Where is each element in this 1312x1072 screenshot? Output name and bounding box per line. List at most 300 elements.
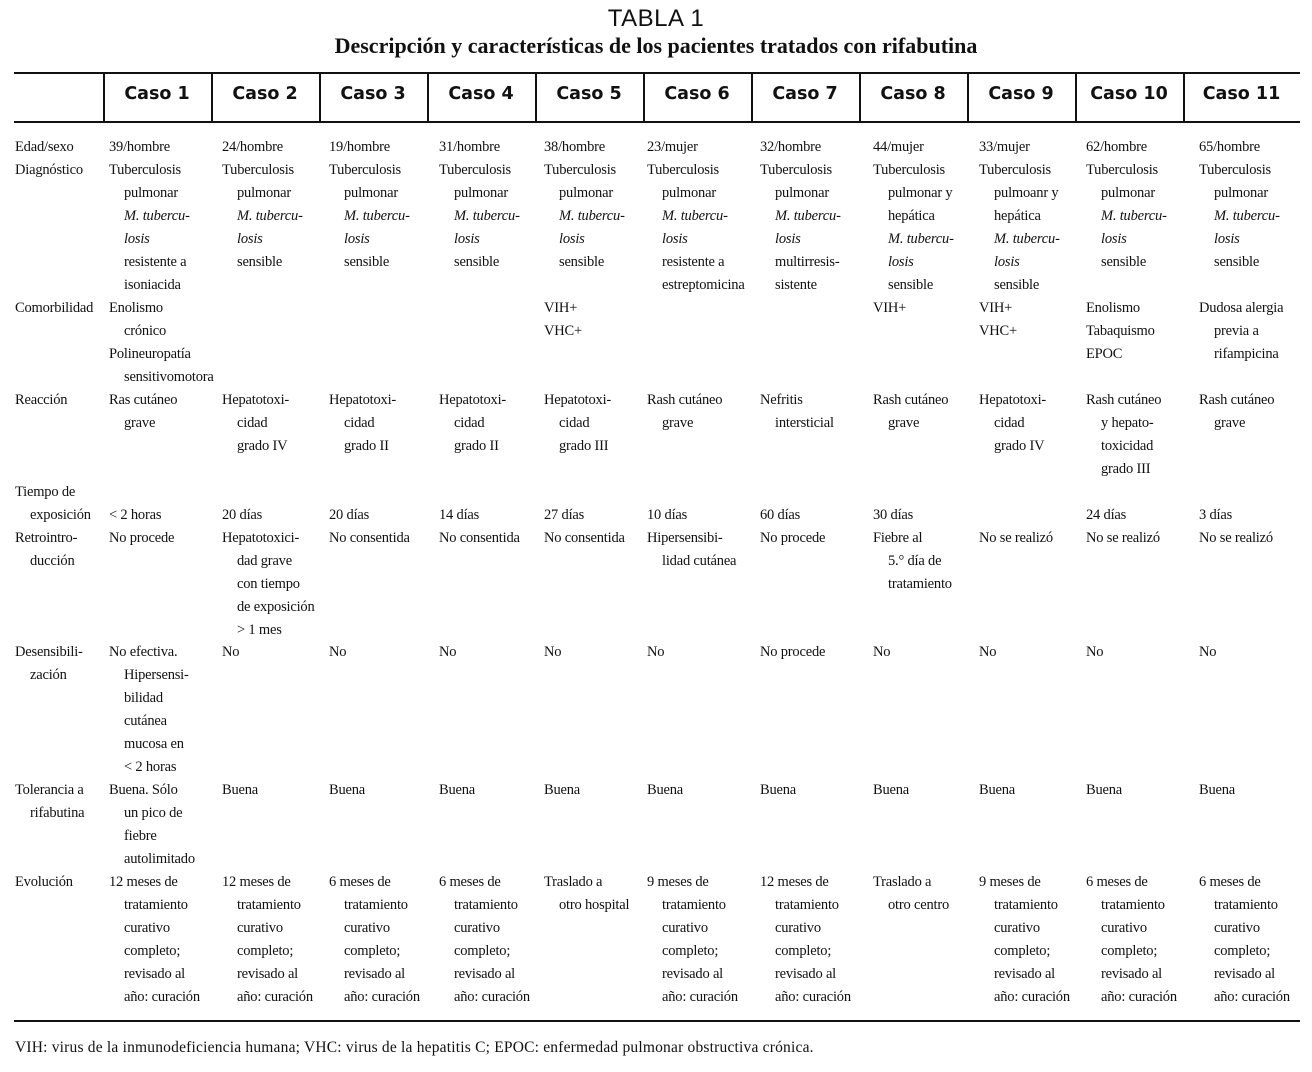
cell-line: losis: [559, 231, 585, 247]
cell-line: revisado al: [994, 966, 1056, 982]
cell-line: 33/mujer: [979, 139, 1030, 155]
table-cell: [439, 136, 544, 274]
cell-line: M. tubercu-: [344, 208, 410, 224]
cell-line: año: curación: [662, 989, 738, 1005]
cell-line: losis: [775, 231, 801, 247]
cell-line: M. tubercu-: [888, 231, 954, 247]
cell-line: < 2 horas: [109, 507, 162, 523]
table-cell: [329, 481, 439, 550]
cell-line: pulmonar: [662, 185, 716, 201]
cell-line: M. tubercu-: [1214, 208, 1280, 224]
cell-line: curativo: [994, 920, 1040, 936]
row-label: [15, 297, 109, 320]
cell-line: No se realizó: [979, 530, 1053, 546]
cell-line: pulmonar: [344, 185, 398, 201]
table-cell: [873, 871, 979, 917]
cell-line: revisado al: [662, 966, 724, 982]
cell-line: grado IV: [994, 438, 1045, 454]
cell-line: [1199, 481, 1304, 504]
cell-line: Tuberculosis: [979, 162, 1051, 178]
row-label: [15, 641, 109, 687]
cell-line: Evolución: [15, 874, 73, 890]
table-cell: [222, 779, 329, 802]
cell-line: Tiempo de: [15, 484, 76, 500]
cell-line: 3 días: [1199, 507, 1233, 523]
cell-line: completo;: [1101, 943, 1158, 959]
cell-line: cidad: [344, 415, 375, 431]
cell-line: crónico: [124, 323, 167, 339]
cell-line: Tuberculosis: [873, 162, 945, 178]
table-cell: [439, 779, 544, 802]
bottom-rule: [14, 1020, 1300, 1022]
cell-line: No procede: [760, 644, 826, 660]
cell-line: completo;: [994, 943, 1051, 959]
cell-line: Polineuropatía: [109, 346, 191, 362]
cell-line: completo;: [1214, 943, 1271, 959]
cell-line: pulmonar: [454, 185, 508, 201]
cell-line: VHC+: [979, 323, 1017, 339]
cell-line: Enolismo: [1086, 300, 1140, 316]
cell-line: tratamiento: [454, 897, 518, 913]
table-cell: [760, 389, 873, 435]
cell-line: M. tubercu-: [1101, 208, 1167, 224]
table-cell: [979, 641, 1086, 664]
cell-line: Tuberculosis: [329, 162, 401, 178]
cell-line: con tiempo: [237, 576, 300, 592]
cell-line: losis: [1101, 231, 1127, 247]
table-cell: [544, 481, 647, 550]
cell-line: No procede: [109, 530, 175, 546]
cell-line: [439, 481, 544, 504]
cell-line: No consentida: [544, 530, 625, 546]
column-header: Caso 1: [124, 84, 190, 104]
cell-line: M. tubercu-: [662, 208, 728, 224]
cell-line: No procede: [760, 530, 826, 546]
cell-line: 44/mujer: [873, 139, 924, 155]
row-label: [15, 389, 109, 412]
cell-line: sensible: [1214, 254, 1260, 270]
cell-line: hepática: [888, 208, 935, 224]
cell-line: 38/hombre: [544, 139, 606, 155]
cell-line: 20 días: [329, 507, 370, 523]
cell-line: losis: [124, 231, 150, 247]
cell-line: pulmonar: [1101, 185, 1155, 201]
cell-line: completo;: [775, 943, 832, 959]
cell-line: tratamiento: [344, 897, 408, 913]
cell-line: isoniacida: [124, 277, 181, 293]
table-cell: [109, 389, 222, 435]
table-cell: [979, 136, 1086, 297]
column-header: Caso 6: [664, 84, 730, 104]
cell-line: losis: [454, 231, 480, 247]
cell-line: 12 meses de: [760, 874, 829, 890]
table-cell: [873, 641, 979, 664]
cell-line: Hepatotoxi-: [329, 392, 397, 408]
cell-line: Hepatotoxici-: [222, 530, 300, 546]
cell-line: año: curación: [237, 989, 313, 1005]
table-cell: [109, 779, 222, 871]
table-footnote: VIH: virus de la inmunodeficiencia humana; VHC: virus de la hepatitis C; EPOC: enfermedad pulmonar obstructiva crónica.: [15, 1039, 814, 1056]
table-cell: [544, 389, 647, 458]
cell-line: autolimitado: [124, 851, 195, 867]
cell-line: M. tubercu-: [237, 208, 303, 224]
table-cell: [222, 389, 329, 458]
cell-line: Rash cutáneo: [873, 392, 949, 408]
cell-line: curativo: [662, 920, 708, 936]
cell-line: 65/hombre: [1199, 139, 1261, 155]
cell-line: cidad: [994, 415, 1025, 431]
table-cell: [439, 871, 544, 1009]
cell-line: completo;: [124, 943, 181, 959]
cell-line: tratamiento: [662, 897, 726, 913]
table-cell: [329, 779, 439, 802]
cell-line: grave: [662, 415, 694, 431]
cell-line: resistente a: [124, 254, 187, 270]
table-cell: [329, 389, 439, 458]
cell-line: pulmonar: [775, 185, 829, 201]
cell-line: No: [222, 644, 240, 660]
cell-line: año: curación: [454, 989, 530, 1005]
cell-line: [1086, 481, 1199, 504]
cell-line: losis: [994, 254, 1020, 270]
table-cell: [1086, 389, 1199, 481]
cell-line: 9 meses de: [979, 874, 1041, 890]
cell-line: estreptomicina: [662, 277, 745, 293]
cell-line: Buena: [544, 782, 581, 798]
table-cell: [439, 481, 544, 550]
table-cell: [760, 481, 873, 550]
cell-line: curativo: [775, 920, 821, 936]
cell-line: dad grave: [237, 553, 292, 569]
cell-line: 23/mujer: [647, 139, 698, 155]
row-label: [15, 136, 109, 182]
table-cell: [760, 779, 873, 802]
cell-line: revisado al: [1101, 966, 1163, 982]
cell-line: 62/hombre: [1086, 139, 1148, 155]
cell-line: Tuberculosis: [760, 162, 832, 178]
cell-line: bilidad: [124, 690, 163, 706]
cell-line: pulmonar: [124, 185, 178, 201]
table-cell: [439, 389, 544, 458]
column-header: Caso 10: [1090, 84, 1168, 104]
cell-line: exposición: [30, 507, 91, 523]
table-cell: [647, 779, 760, 802]
cell-line: revisado al: [454, 966, 516, 982]
top-rule: [14, 72, 1300, 74]
column-header: Caso 7: [772, 84, 838, 104]
cell-line: M. tubercu-: [994, 231, 1060, 247]
cell-line: No: [439, 644, 457, 660]
cell-line: No: [979, 644, 997, 660]
cell-line: rifabutina: [30, 805, 85, 821]
cell-line: grado II: [344, 438, 389, 454]
cell-line: Edad/sexo: [15, 139, 74, 155]
cell-line: año: curación: [124, 989, 200, 1005]
cell-line: Tuberculosis: [1086, 162, 1158, 178]
table-cell: [647, 871, 760, 1009]
cell-line: Tabaquismo: [1086, 323, 1155, 339]
cell-line: Hepatotoxi-: [979, 392, 1047, 408]
cell-line: 5.° día de: [888, 553, 942, 569]
cell-line: cidad: [237, 415, 268, 431]
cell-line: Hipersensibi-: [647, 530, 723, 546]
cell-line: No: [873, 644, 891, 660]
cell-line: Buena: [979, 782, 1016, 798]
table-cell: [1199, 779, 1304, 802]
cell-line: mucosa en: [124, 736, 184, 752]
cell-line: Fiebre al: [873, 530, 923, 546]
table-cell: [647, 641, 760, 664]
cell-line: un pico de: [124, 805, 183, 821]
cell-line: revisado al: [775, 966, 837, 982]
cell-line: grave: [888, 415, 920, 431]
table-cell: [222, 871, 329, 1009]
cell-line: losis: [888, 254, 914, 270]
cell-line: 20 días: [222, 507, 263, 523]
table-cell: [647, 136, 760, 297]
table-cell: [544, 136, 647, 274]
table-cell: [1199, 871, 1304, 1009]
cell-line: año: curación: [1214, 989, 1290, 1005]
cell-line: Buena: [1199, 782, 1236, 798]
cell-line: No: [1199, 644, 1217, 660]
column-header: Caso 9: [988, 84, 1054, 104]
cell-line: sensible: [559, 254, 605, 270]
table-cell: [979, 389, 1086, 458]
row-label: [15, 871, 109, 894]
cell-line: sensitivomotora: [124, 369, 214, 385]
cell-line: año: curación: [1101, 989, 1177, 1005]
cell-line: [109, 481, 222, 504]
cell-line: tratamiento: [237, 897, 301, 913]
cell-line: < 2 horas: [124, 759, 177, 775]
cell-line: pulmonar: [559, 185, 613, 201]
cell-line: Rash cutáneo: [647, 392, 723, 408]
table-cell: [109, 481, 222, 550]
cell-line: previa a: [1214, 323, 1259, 339]
cell-line: cutánea: [124, 713, 167, 729]
cell-line: Nefritis: [760, 392, 803, 408]
cell-line: pulmonar: [1214, 185, 1268, 201]
table-cell: [544, 641, 647, 664]
cell-line: año: curación: [994, 989, 1070, 1005]
cell-line: tratamiento: [775, 897, 839, 913]
cell-line: lidad cutánea: [662, 553, 737, 569]
cell-line: revisado al: [1214, 966, 1276, 982]
cell-line: Dudosa alergia: [1199, 300, 1284, 316]
cell-line: [979, 504, 1086, 527]
cell-line: losis: [662, 231, 688, 247]
cell-line: sensible: [237, 254, 283, 270]
column-header: Caso 4: [448, 84, 514, 104]
cell-line: sistente: [775, 277, 817, 293]
table-cell: [439, 641, 544, 664]
cell-line: Rash cutáneo: [1086, 392, 1162, 408]
cell-line: 9 meses de: [647, 874, 709, 890]
cell-line: Buena: [873, 782, 910, 798]
cell-line: VIH+: [873, 300, 907, 316]
cell-line: curativo: [237, 920, 283, 936]
column-header: Caso 3: [340, 84, 406, 104]
table-cell: [760, 136, 873, 297]
cell-line: EPOC: [1086, 346, 1123, 362]
cell-line: VHC+: [544, 323, 582, 339]
cell-line: 27 días: [544, 507, 585, 523]
cell-line: M. tubercu-: [124, 208, 190, 224]
cell-line: No se realizó: [1199, 530, 1273, 546]
row-label: [15, 481, 109, 573]
cell-line: curativo: [344, 920, 390, 936]
cell-line: sensible: [344, 254, 390, 270]
cell-line: Buena: [329, 782, 366, 798]
table-cell: [544, 297, 647, 343]
column-header: Caso 2: [232, 84, 298, 104]
table-cell: [222, 136, 329, 274]
cell-line: No: [329, 644, 347, 660]
cell-line: Reacción: [15, 392, 68, 408]
table-cell: [1086, 641, 1199, 664]
table-cell: [222, 641, 329, 664]
table-cell: [109, 871, 222, 1009]
cell-line: tratamiento: [1214, 897, 1278, 913]
cell-line: grave: [124, 415, 156, 431]
cell-line: Ras cutáneo: [109, 392, 178, 408]
column-header: Caso 8: [880, 84, 946, 104]
cell-line: Traslado a: [873, 874, 932, 890]
table-cell: [873, 297, 979, 320]
cell-line: losis: [1214, 231, 1240, 247]
table-cell: [329, 641, 439, 664]
cell-line: Hepatotoxi-: [439, 392, 507, 408]
cell-line: VIH+: [544, 300, 578, 316]
table-cell: [1086, 136, 1199, 274]
table-cell: [109, 641, 222, 779]
table-cell: [1199, 481, 1304, 550]
cell-line: sensible: [1101, 254, 1147, 270]
cell-line: rifampicina: [1214, 346, 1279, 362]
cell-line: [329, 481, 439, 504]
cell-line: Tuberculosis: [439, 162, 511, 178]
cell-line: 32/hombre: [760, 139, 822, 155]
cell-line: Diagnóstico: [15, 162, 83, 178]
table-cell: [544, 779, 647, 802]
cell-line: toxicidad: [1101, 438, 1154, 454]
cell-line: resistente a: [662, 254, 725, 270]
cell-line: losis: [237, 231, 263, 247]
cell-line: revisado al: [124, 966, 186, 982]
cell-line: 6 meses de: [1199, 874, 1261, 890]
cell-line: Traslado a: [544, 874, 603, 890]
cell-line: fiebre: [124, 828, 157, 844]
cell-line: Tuberculosis: [544, 162, 616, 178]
table-cell: [109, 136, 222, 297]
table-cell: [1086, 481, 1199, 550]
cell-line: pulmoanr y: [994, 185, 1059, 201]
cell-line: No consentida: [439, 530, 520, 546]
cell-line: M. tubercu-: [775, 208, 841, 224]
cell-line: 39/hombre: [109, 139, 171, 155]
cell-line: [222, 481, 329, 504]
cell-line: tratamiento: [124, 897, 188, 913]
cell-line: zación: [30, 667, 67, 683]
cell-line: Buena: [222, 782, 259, 798]
cell-line: 60 días: [760, 507, 801, 523]
cell-line: completo;: [344, 943, 401, 959]
cell-line: Desensibili-: [15, 644, 83, 660]
cell-line: y hepato-: [1101, 415, 1154, 431]
table-cell: [1086, 297, 1199, 366]
cell-line: [760, 481, 873, 504]
cell-line: 10 días: [647, 507, 688, 523]
cell-line: 12 meses de: [222, 874, 291, 890]
cell-line: revisado al: [237, 966, 299, 982]
cell-line: losis: [344, 231, 370, 247]
cell-line: completo;: [237, 943, 294, 959]
column-header: Caso 5: [556, 84, 622, 104]
cell-line: No se realizó: [1086, 530, 1160, 546]
table-cell: [329, 871, 439, 1009]
cell-line: Buena: [760, 782, 797, 798]
cell-line: tratamiento: [994, 897, 1058, 913]
cell-line: Tuberculosis: [647, 162, 719, 178]
header-rule: [14, 121, 1300, 123]
cell-line: No: [647, 644, 665, 660]
cell-line: M. tubercu-: [559, 208, 625, 224]
cell-line: Tuberculosis: [109, 162, 181, 178]
cell-line: cidad: [454, 415, 485, 431]
cell-line: hepática: [994, 208, 1041, 224]
cell-line: 19/hombre: [329, 139, 391, 155]
table-cell: [647, 389, 760, 435]
cell-line: grave: [1214, 415, 1246, 431]
cell-line: 6 meses de: [1086, 874, 1148, 890]
cell-line: 14 días: [439, 507, 480, 523]
cell-line: No: [544, 644, 562, 660]
cell-line: Rash cutáneo: [1199, 392, 1275, 408]
table-cell: [1199, 297, 1304, 366]
cell-line: 24/hombre: [222, 139, 284, 155]
cell-line: [979, 481, 1086, 504]
cell-line: Buena: [647, 782, 684, 798]
cell-line: sensible: [888, 277, 934, 293]
cell-line: No: [1086, 644, 1104, 660]
cell-line: completo;: [662, 943, 719, 959]
cell-line: ducción: [30, 553, 75, 569]
cell-line: otro hospital: [559, 897, 630, 913]
table-cell: [329, 136, 439, 274]
column-header: Caso 11: [1202, 84, 1281, 104]
cell-line: M. tubercu-: [454, 208, 520, 224]
cell-line: completo;: [454, 943, 511, 959]
cell-line: multirresis-: [775, 254, 840, 270]
cell-line: de exposición: [237, 599, 315, 615]
table-cell: [873, 779, 979, 802]
cell-line: 12 meses de: [109, 874, 178, 890]
cell-line: curativo: [124, 920, 170, 936]
cell-line: Buena: [439, 782, 476, 798]
table-cell: [979, 481, 1086, 550]
table-cell: [760, 641, 873, 664]
cell-line: revisado al: [344, 966, 406, 982]
table-cell: [979, 779, 1086, 802]
cell-line: otro centro: [888, 897, 950, 913]
cell-line: Retrointro-: [15, 530, 78, 546]
cell-line: No consentida: [329, 530, 410, 546]
cell-line: Comorbilidad: [15, 300, 94, 316]
table-cell: [979, 297, 1086, 343]
cell-line: 30 días: [873, 507, 914, 523]
cell-line: Tolerancia a: [15, 782, 84, 798]
